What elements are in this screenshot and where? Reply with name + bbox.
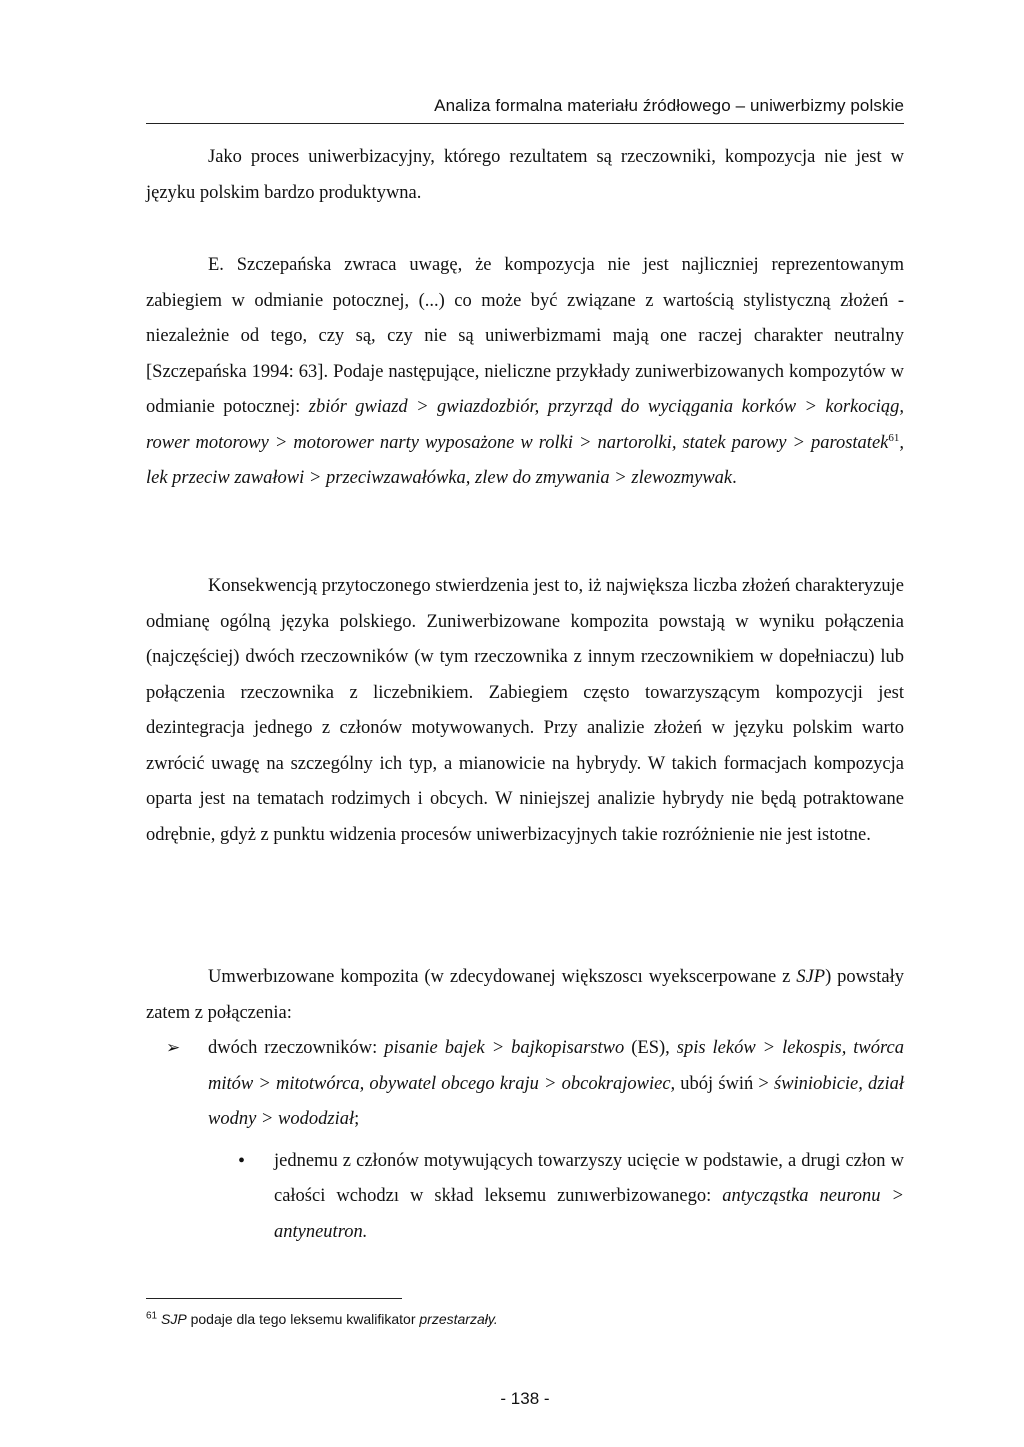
paragraph-3: [146, 569, 904, 853]
header-rule: [146, 123, 904, 124]
footnote-61: [146, 1309, 904, 1329]
sub-list-item: [146, 1144, 904, 1251]
paragraph-4: [146, 960, 904, 1031]
dot-bullet-icon: •: [238, 1149, 246, 1172]
list-item-lead: dwóch rzeczowników:: [208, 1038, 385, 1058]
paragraph-2-text: E. Szczepańska zwraca uwagę, że kompozycja nie jest najliczniej reprezentowanym zabiegiem w odmianie potocznej, (...) co może być związane z wartością stylistyczną złożeń - niezależnie od tego, czy są, czy nie są uniwerbizmami mają one raczej charakter neutralny [Szczepańska 1994: 63]. Podaje następujące, nieliczne przykłady zuniwerbizowanych kompozytów w odmianie potocznej:: [146, 255, 904, 417]
sub-list-item-text: jednemu z członów motywujących towarzyszy ucięcie w podstawie, a drugi człon w całości wchodzı w skład leksemu zunıwerbizowanego:: [274, 1150, 904, 1206]
paragraph-3-text: Konsekwencją przytoczonego stwierdzenia jest to, iż największa liczba złożeń charakteryzuje odmianę ogólną języka polskiego. Zuniwerbizowane kompozita powstają w wyniku połączenia (najczęściej) dwóch rzeczowników (w tym rzeczownika z innym rzeczownikiem w dopełniaczu) lub połączenia rzeczownika z liczebnikiem. Zabiegiem często towarzyszącym kompozycji jest dezintegracja jednego z członów motywowanych. Przy analizie złożeń w języku polskim warto zwrócić uwagę na szczególny ich typ, a mianowicie na hybrydy. W takich formacjach kompozycja oparta jest na tematach rodzimych i obcych. W niniejszej analizie hybrydy nie będą potraktowane odrębnie, gdyż z punktu widzenia procesów uniwerbizacyjnych takie rozróżnienie nie jest istotne.: [146, 576, 904, 845]
list-example-2: spis leków > lekospis, twórca mitów > mitotwórca, obywatel obcego kraju > obcokrajowiec,: [208, 1038, 904, 1094]
list-item-end: ;: [354, 1109, 360, 1129]
paragraph-1: [146, 140, 904, 211]
footnote-rule: [146, 1298, 402, 1299]
footnote-text: podaje dla tego leksemu kwalifikator: [186, 1311, 420, 1327]
arrow-bullet-icon: ➢: [166, 1038, 181, 1058]
sub-list-example: antycząstka neuronu > antyneutron.: [274, 1186, 904, 1242]
paragraph-2: [146, 248, 904, 497]
footnote-sjp: SJP: [161, 1311, 187, 1327]
list-item-mid2: ubój świń >: [675, 1073, 774, 1094]
running-header: Analiza formalna materiału źródłowego – uniwerbizmy polskie: [434, 96, 904, 115]
list-example-1: pisanie bajek > bajkopisarstwo: [384, 1038, 625, 1058]
sjp-abbrev: SJP: [796, 967, 826, 987]
paragraph-1-text: Jako proces uniwerbizacyjny, którego rezultatem są rzeczowniki, kompozycja nie jest w języku polskim bardzo produktywna.: [146, 147, 904, 203]
footnote-number: 61: [146, 1310, 158, 1322]
list-item-mid: (ES),: [624, 1038, 677, 1058]
paragraph-4-end: ) powstały zatem z połączenia:: [146, 967, 904, 1023]
paragraph-2-end: .: [732, 468, 737, 488]
examples-italic-2: , lek przeciw zawałowi > przeciwzawałówka, zlew do zmywania > zlewozmywak: [146, 432, 904, 488]
list-item: [146, 1031, 904, 1138]
compound-list: [146, 1031, 904, 1250]
paragraph-4-text: Umwerbızowane kompozita (w zdecydowanej większoscı wyekscerpowane z: [208, 967, 797, 987]
list-example-3: świniobicie, dział wodny > wododział: [208, 1073, 905, 1129]
page-number: - 138 -: [500, 1389, 550, 1408]
footnote-ref-61[interactable]: 61: [888, 431, 900, 444]
footnote-qualifier: przestarzały.: [419, 1311, 498, 1327]
examples-italic-1: zbiór gwiazd > gwiazdozbiór, przyrząd do wyciągania korków > korkociąg, rower motorowy > motorower narty wyposażone w rolki > nartorolki, statek parowy > parostatek: [146, 397, 904, 453]
